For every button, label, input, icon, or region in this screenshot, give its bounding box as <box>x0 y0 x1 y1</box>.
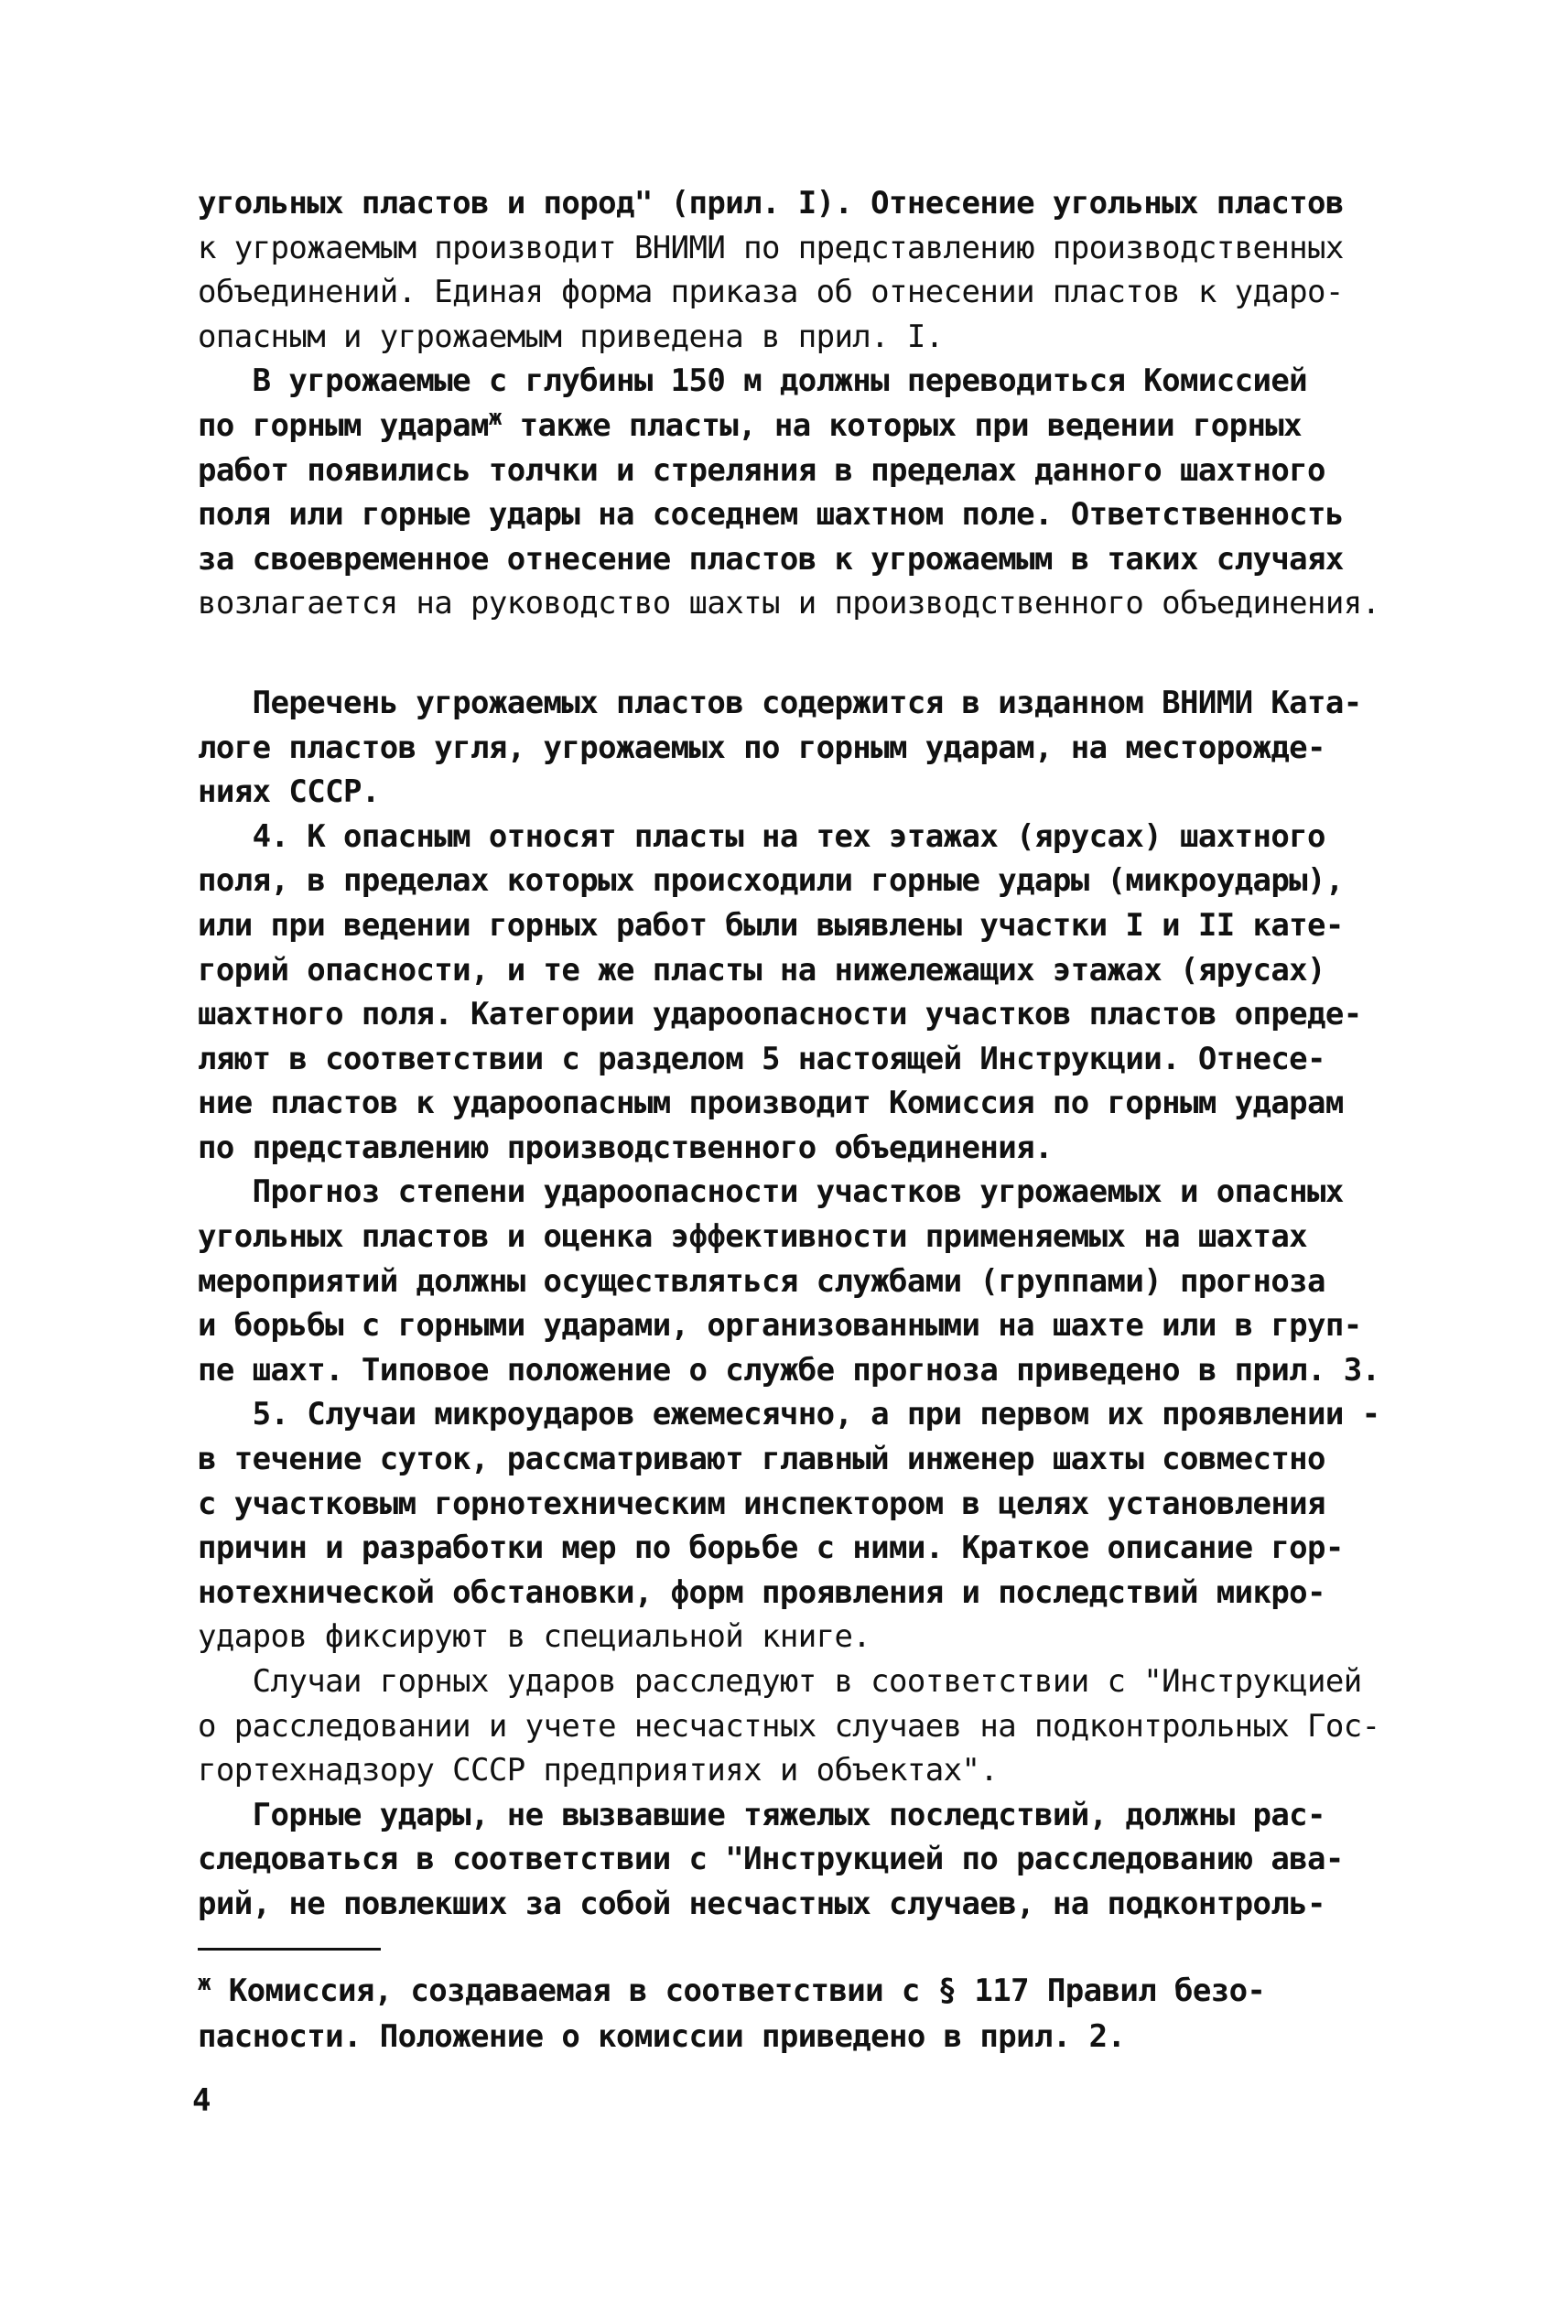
text-line: логе пластов угля, угрожаемых по горным ударам, на месторожде- <box>198 729 1325 766</box>
paragraph-block-1 <box>198 181 1406 359</box>
text-line: угольных пластов и пород" (прил. I). Отнесение угольных пластов <box>198 185 1344 222</box>
footnote-divider <box>198 1948 381 1951</box>
text-line: 4. К опасным относят пласты на тех этажах (ярусах) шахтного <box>198 817 1325 855</box>
text-line: рий, не повлекших за собой несчастных случаев, на подконтроль- <box>198 1885 1325 1922</box>
main-text <box>198 181 1406 1927</box>
paragraph-block-2 <box>198 359 1406 626</box>
text-line: мероприятий должны осуществляться службами (группами) прогноза <box>198 1262 1325 1300</box>
text-line: или при ведении горных работ были выявлены участки I и II кате- <box>198 906 1344 944</box>
text-line: опасным и угрожаемым приведена в прил. I. <box>198 318 944 355</box>
text-line: причин и разработки мер по борьбе с ними. Краткое описание гор- <box>198 1530 1344 1567</box>
text-line: ниях СССР. <box>198 773 380 811</box>
paragraph-gap <box>198 626 1406 681</box>
text-line: 5. Случаи микроударов ежемесячно, а при первом их проявлении - <box>198 1396 1380 1433</box>
text-line: горий опасности, и те же пласты на нижележащих этажах (ярусах) <box>198 951 1325 989</box>
text-line: и борьбы с горными ударами, организованными на шахте или в груп- <box>198 1307 1362 1345</box>
text-line: ляют в соответствии с разделом 5 настоящей Инструкции. Отнесе- <box>198 1040 1325 1077</box>
text-line: Перечень угрожаемых пластов содержится в изданном ВНИМИ Ката- <box>198 684 1362 721</box>
footnote-mark: ж <box>198 1970 211 1995</box>
text-segment: по горным ударам <box>198 406 489 444</box>
text-line: ние пластов к удароопасным производит Комиссия по горным ударам <box>198 1085 1344 1122</box>
page-number: 4 <box>192 2082 211 2119</box>
paragraph-block-3 <box>198 681 1406 1927</box>
text-line: возлагается на руководство шахты и производственного объединения. <box>198 585 1380 622</box>
text-line: ударов фиксируют в специальной книге. <box>198 1618 871 1656</box>
footnote-ref-mark: ж <box>488 404 502 430</box>
text-line: следоваться в соответствии с "Инструкцией по расследованию ава- <box>198 1841 1344 1878</box>
text-line: Горные удары, не вызвавшие тяжелых последствий, должны рас- <box>198 1796 1325 1833</box>
text-line: за своевременное отнесение пластов к угрожаемым в таких случаях <box>198 540 1344 578</box>
text-segment: Комиссия, создаваемая в соответствии с § 117 Правил безо- <box>210 1973 1266 2009</box>
text-line: с участковым горнотехническим инспектором в целях установления <box>198 1485 1325 1522</box>
text-line: Случаи горных ударов расследуют в соответствии с "Инструкцией <box>198 1663 1362 1700</box>
text-line: о расследовании и учете несчастных случаев на подконтрольных Гос- <box>198 1707 1380 1745</box>
text-line: пе шахт. Типовое положение о службе прогноза приведено в прил. 3. <box>198 1351 1380 1389</box>
text-line: в течение суток, рассматривают главный инженер шахты совместно <box>198 1441 1325 1478</box>
footnote-line: пасности. Положение о комиссии приведено в прил. 2. <box>198 2018 1126 2055</box>
text-segment: также пласты, на которых при ведении горных <box>501 406 1303 444</box>
text-line: работ появились толчки и стреляния в пределах данного шахтного <box>198 451 1325 489</box>
text-line: объединений. Единая форма приказа об отнесении пластов к ударо- <box>198 274 1344 311</box>
text-line-with-footnote-ref <box>198 404 1406 449</box>
footnote <box>198 1968 1406 2059</box>
text-line: угольных пластов и оценка эффективности применяемых на шахтах <box>198 1218 1308 1256</box>
text-line: В угрожаемые с глубины 150 м должны переводиться Комиссией <box>198 362 1308 400</box>
text-line: поля или горные удары на соседнем шахтном поле. Ответственность <box>198 496 1344 534</box>
text-line: шахтного поля. Категории удароопасности участков пластов опреде- <box>198 996 1362 1033</box>
text-line: Прогноз степени удароопасности участков угрожаемых и опасных <box>198 1173 1344 1211</box>
text-line: по представлению производственного объединения. <box>198 1129 1053 1166</box>
text-line: поля, в пределах которых происходили горные удары (микроудары), <box>198 862 1344 900</box>
footnote-line <box>198 1968 1406 2014</box>
text-line: к угрожаемым производит ВНИМИ по представлению производственных <box>198 229 1344 266</box>
text-line: нотехнической обстановки, форм проявления и последствий микро- <box>198 1573 1325 1611</box>
text-line: гортехнадзору СССР предприятиях и объектах". <box>198 1752 999 1789</box>
